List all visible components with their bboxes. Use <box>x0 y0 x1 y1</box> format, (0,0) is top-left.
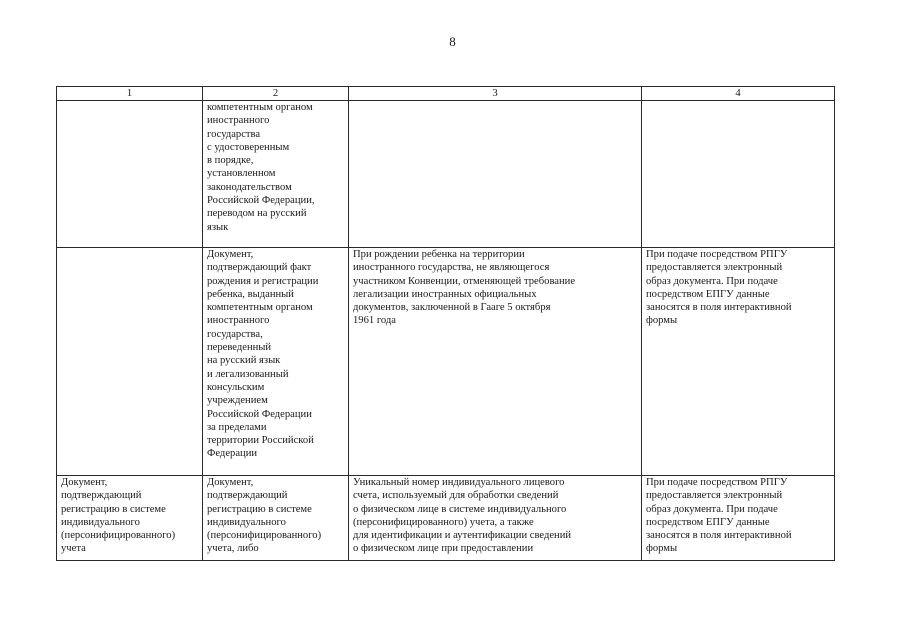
cell-text-line: Уникальный номер индивидуального лицевого <box>353 477 565 488</box>
cell-text-line: иностранного <box>207 115 270 127</box>
cell-text-line: учета <box>61 543 86 555</box>
cell-text-line: счета, используемый для обработки сведений <box>353 490 559 502</box>
cell-text-line: иностранного <box>207 315 270 327</box>
table-cell <box>642 248 835 476</box>
cell-text-line: Российской Федерации, <box>207 195 315 207</box>
cell-text-line: документов, заключенной в Гааге 5 октября <box>353 302 551 314</box>
table-cell <box>57 476 203 561</box>
table-cell <box>57 101 203 248</box>
cell-text-line: предоставляется электронный <box>646 262 783 274</box>
cell-text-line: (персонифицированного) учета, а также <box>353 516 534 528</box>
cell-text-line: Российской Федерации <box>207 408 312 420</box>
cell-text-line: подтверждающий <box>207 490 288 502</box>
table-cell <box>57 248 203 476</box>
cell-text-line: установленном <box>207 168 276 180</box>
cell-text-line: о физическом лице при предоставлении <box>353 543 534 555</box>
cell-text-line: заносятся в поля интерактивной <box>646 530 792 542</box>
cell-text-line: о физическом лице в системе индивидуального <box>353 503 567 515</box>
page-number: 8 <box>449 34 456 49</box>
cell-text-line: учреждением <box>207 395 268 407</box>
cell-text-line: заносятся в поля интерактивной <box>646 302 792 314</box>
column-header-4: 4 <box>642 87 835 101</box>
cell-text-line: язык <box>207 221 229 233</box>
table-cell <box>349 248 642 476</box>
cell-text-line: индивидуального <box>207 516 286 528</box>
cell-text-line: Документ, <box>207 249 254 260</box>
cell-text-line: предоставляется электронный <box>646 490 783 502</box>
cell-text-line: Документ, <box>207 477 254 488</box>
cell-text-line: Федерации <box>207 448 258 460</box>
cell-text-line: регистрацию в системе <box>61 503 166 515</box>
cell-text-line: за пределами <box>207 421 267 433</box>
cell-text-line: учета, либо <box>207 543 259 555</box>
cell-text-line: консульским <box>207 381 265 393</box>
table-cell <box>642 101 835 248</box>
table-cell <box>203 101 349 248</box>
cell-text-line: государства <box>207 128 261 140</box>
cell-text-line: (персонифицированного) <box>207 530 322 542</box>
cell-text-line: При подаче посредством РПГУ <box>646 249 788 260</box>
cell-text-line: компетентным органом <box>207 302 313 314</box>
cell-text-line: и легализованный <box>207 368 289 380</box>
cell-text-line: территории Российской <box>207 435 314 447</box>
cell-text-line: ребенка, выданный <box>207 288 294 300</box>
table-cell <box>349 101 642 248</box>
table-cell <box>642 476 835 561</box>
cell-text-line: государства, <box>207 328 263 340</box>
table-row <box>57 476 835 561</box>
cell-text-line: подтверждающий <box>61 490 142 502</box>
cell-text-line: легализации иностранных официальных <box>353 288 537 300</box>
cell-text-line: с удостоверенным <box>207 141 290 153</box>
cell-text-line: подтверждающий факт <box>207 262 312 274</box>
table-cell <box>203 248 349 476</box>
cell-text-line: для идентификации и аутентификации сведений <box>353 530 572 542</box>
cell-text-line: посредством ЕПГУ данные <box>646 288 770 300</box>
cell-text-line: участником Конвенции, отменяющей требование <box>353 275 576 287</box>
cell-text-line: посредством ЕПГУ данные <box>646 516 770 528</box>
cell-text-line: При подаче посредством РПГУ <box>646 477 788 488</box>
cell-text-line: на русский язык <box>207 355 281 367</box>
cell-text-line: переводом на русский <box>207 208 307 220</box>
cell-text-line: При рождении ребенка на территории <box>353 249 525 260</box>
column-header-2: 2 <box>203 87 349 101</box>
cell-text-line: рождения и регистрации <box>207 275 319 287</box>
cell-text-line: формы <box>646 543 678 555</box>
table-row <box>57 101 835 248</box>
cell-text-line: переведенный <box>207 342 272 354</box>
column-header-1: 1 <box>57 87 203 101</box>
table-cell <box>349 476 642 561</box>
cell-text-line: компетентным органом <box>207 102 313 113</box>
cell-text-line: законодательством <box>207 181 292 193</box>
requirements-table <box>56 86 835 561</box>
table-cell <box>203 476 349 561</box>
cell-text-line: регистрацию в системе <box>207 503 312 515</box>
cell-text-line: индивидуального <box>61 516 140 528</box>
table-header-row <box>57 87 835 101</box>
column-header-3: 3 <box>349 87 642 101</box>
cell-text-line: образ документа. При подаче <box>646 275 778 287</box>
cell-text-line: формы <box>646 315 678 327</box>
cell-text-line: иностранного государства, не являющегося <box>353 262 550 274</box>
table-row <box>57 248 835 476</box>
cell-text-line: образ документа. При подаче <box>646 503 778 515</box>
cell-text-line: 1961 года <box>353 315 397 327</box>
cell-text-line: в порядке, <box>207 155 254 167</box>
cell-text-line: (персонифицированного) <box>61 530 176 542</box>
cell-text-line: Документ, <box>61 477 108 488</box>
